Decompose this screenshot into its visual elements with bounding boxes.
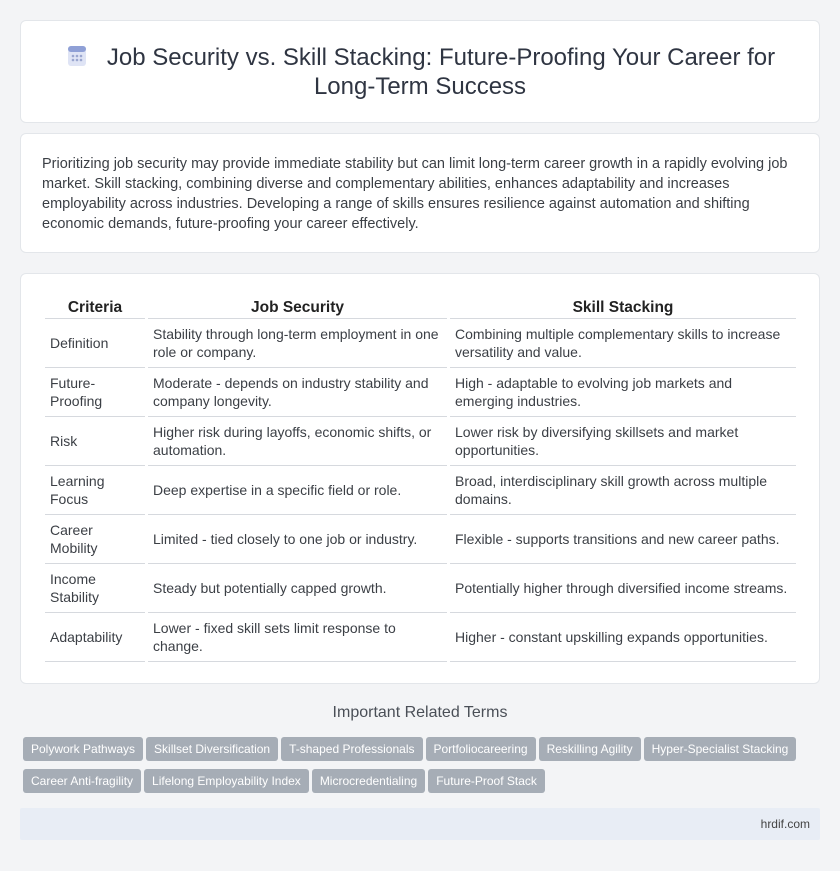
header-card	[20, 20, 820, 123]
related-terms-list	[23, 737, 823, 801]
skill-stacking-cell: Lower risk by diversifying skillsets and market opportunities.	[450, 417, 796, 466]
criteria-cell: Definition	[45, 319, 145, 368]
job-security-cell: Moderate - depends on industry stability and company longevity.	[148, 368, 447, 417]
skill-stacking-cell: Flexible - supports transitions and new career paths.	[450, 515, 796, 564]
skill-stacking-cell: Broad, interdisciplinary skill growth across multiple domains.	[450, 466, 796, 515]
header-skill-stacking: Skill Stacking	[450, 294, 796, 319]
table-row	[45, 368, 796, 417]
footer-bar	[20, 808, 820, 840]
criteria-cell: Future-Proofing	[45, 368, 145, 417]
related-term-tag[interactable]: T-shaped Professionals	[281, 737, 422, 761]
related-term-tag[interactable]: Future-Proof Stack	[428, 769, 545, 793]
page-title-wrap	[21, 43, 819, 101]
criteria-cell: Income Stability	[45, 564, 145, 613]
table-row	[45, 564, 796, 613]
job-security-cell: Lower - fixed skill sets limit response to change.	[148, 613, 447, 662]
criteria-cell: Career Mobility	[45, 515, 145, 564]
job-security-cell: Deep expertise in a specific field or role.	[148, 466, 447, 515]
related-term-tag[interactable]: Polywork Pathways	[23, 737, 143, 761]
related-terms-title: Important Related Terms	[332, 704, 508, 721]
table-row	[45, 515, 796, 564]
job-security-cell: Higher risk during layoffs, economic shifts, or automation.	[148, 417, 447, 466]
table-row	[45, 319, 796, 368]
header-job-security: Job Security	[148, 294, 447, 319]
table-row	[45, 613, 796, 662]
table-row	[45, 466, 796, 515]
related-term-tag[interactable]: Microcredentialing	[312, 769, 425, 793]
comparison-table	[42, 294, 799, 662]
skill-stacking-cell: Potentially higher through diversified income streams.	[450, 564, 796, 613]
footer-site-link[interactable]: hrdif.com	[760, 817, 810, 831]
related-term-tag[interactable]: Skillset Diversification	[146, 737, 278, 761]
intro-paragraph: Prioritizing job security may provide immediate stability but can limit long-term career growth in a rapidly evolving job market. Skill stacking, combining diverse and complementary abilities, enhances adaptability and increases employability across industries. Developing a range of skills ensures resilience against automation and shifting economic demands, future-proofing your career effectively.	[42, 156, 788, 232]
criteria-cell: Risk	[45, 417, 145, 466]
related-term-tag[interactable]: Hyper-Specialist Stacking	[644, 737, 797, 761]
intro-card	[20, 133, 820, 253]
page-title: Job Security vs. Skill Stacking: Future-Proofing Your Career for Long-Term Success	[106, 44, 776, 100]
document-icon	[65, 44, 89, 68]
table-row	[45, 417, 796, 466]
job-security-cell: Limited - tied closely to one job or industry.	[148, 515, 447, 564]
job-security-cell: Stability through long-term employment in one role or company.	[148, 319, 447, 368]
table-header-row	[45, 294, 796, 319]
related-term-tag[interactable]: Portfoliocareering	[426, 737, 536, 761]
related-term-tag[interactable]: Lifelong Employability Index	[144, 769, 309, 793]
related-term-tag[interactable]: Career Anti-fragility	[23, 769, 141, 793]
related-term-tag[interactable]: Reskilling Agility	[539, 737, 641, 761]
criteria-cell: Adaptability	[45, 613, 145, 662]
header-criteria: Criteria	[45, 294, 145, 319]
job-security-cell: Steady but potentially capped growth.	[148, 564, 447, 613]
criteria-cell: Learning Focus	[45, 466, 145, 515]
skill-stacking-cell: High - adaptable to evolving job markets and emerging industries.	[450, 368, 796, 417]
skill-stacking-cell: Combining multiple complementary skills to increase versatility and value.	[450, 319, 796, 368]
comparison-card	[20, 273, 820, 684]
skill-stacking-cell: Higher - constant upskilling expands opportunities.	[450, 613, 796, 662]
